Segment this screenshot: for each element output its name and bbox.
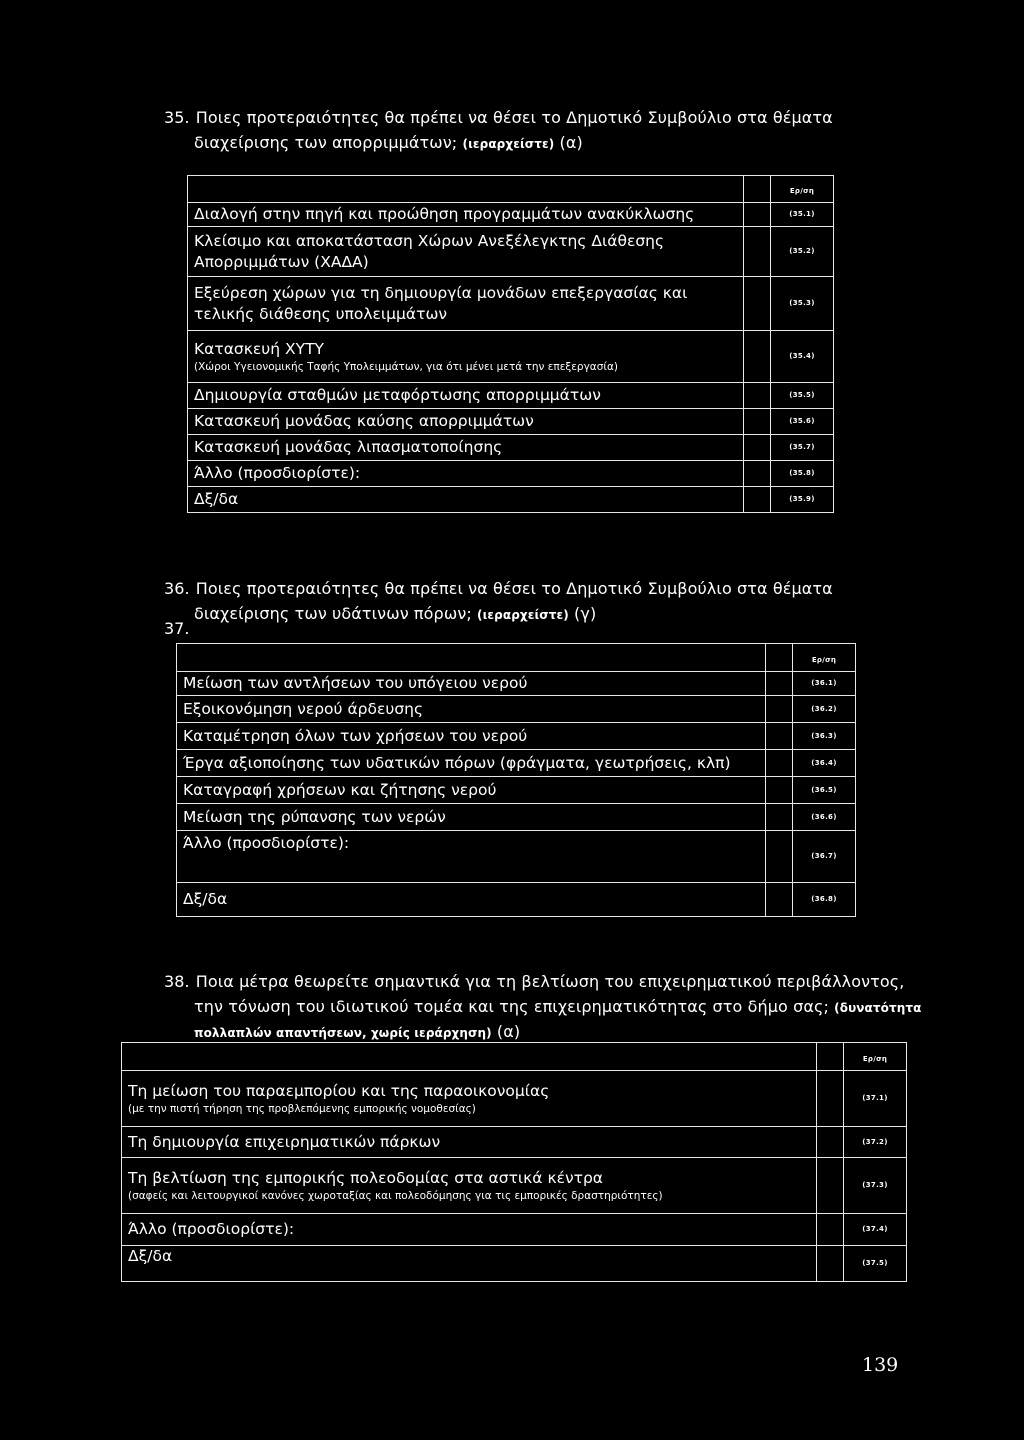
row-code: (36.6): [793, 804, 856, 831]
question-number: 35.: [164, 108, 190, 127]
row-label: Δξ/δα: [188, 487, 744, 513]
table-row: [188, 227, 834, 277]
row-label: Κατασκευή ΧΥΤΥ (Χώροι Υγειονομικής Ταφής Υπολειμμάτων, για ότι μένει μετά την επεξεργασία): [188, 331, 744, 383]
row-label: Κατασκευή μονάδας λιπασματοποίησης: [188, 435, 744, 461]
question-number: 36.: [164, 579, 190, 598]
table-row: [122, 1214, 907, 1246]
table-row: [122, 1246, 907, 1282]
question-text-line2: διαχείρισης των απορριμμάτων;: [194, 133, 458, 152]
table-header-row: [177, 644, 856, 672]
header-code: Ερ/ση: [844, 1043, 907, 1071]
row-label: Δξ/δα: [122, 1246, 817, 1282]
question-text-line2: διαχείρισης των υδάτινων πόρων;: [194, 604, 472, 623]
row-code: (36.5): [793, 777, 856, 804]
table-row: [188, 409, 834, 435]
question-35: [164, 105, 904, 130]
row-label: Τη δημιουργία επιχειρηματικών πάρκων: [122, 1127, 817, 1158]
question-37-number: 37.: [164, 619, 190, 638]
answer-box[interactable]: [766, 723, 793, 750]
row-code: (35.8): [771, 461, 834, 487]
row-code: (35.1): [771, 203, 834, 227]
question-38: [164, 969, 924, 994]
table-row: [177, 723, 856, 750]
table-row: [177, 883, 856, 917]
answer-box[interactable]: [744, 277, 771, 331]
row-note: (με την πιστή τήρηση της προβλεπόμενης εμπορικής νομοθεσίας): [128, 1102, 476, 1115]
table-row: [188, 331, 834, 383]
table-row: [177, 777, 856, 804]
row-label: Δημιουργία σταθμών μεταφόρτωσης απορριμμάτων: [188, 383, 744, 409]
answer-box[interactable]: [817, 1246, 844, 1282]
row-label: Άλλο (προσδιορίστε):: [122, 1214, 817, 1246]
row-code: (35.2): [771, 227, 834, 277]
question-text-line1: Ποια μέτρα θεωρείτε σημαντικά για τη βελτίωση του επιχειρηματικού περιβάλλοντος,: [195, 972, 905, 991]
table-row: [122, 1158, 907, 1214]
q35-table: [187, 175, 834, 513]
answer-box[interactable]: [744, 383, 771, 409]
answer-box[interactable]: [744, 435, 771, 461]
row-code: (36.1): [793, 672, 856, 696]
answer-box[interactable]: [817, 1071, 844, 1127]
question-letter: (γ): [574, 604, 597, 623]
header-code: Ερ/ση: [771, 176, 834, 203]
question-38-line2: [194, 994, 934, 1021]
answer-box[interactable]: [766, 750, 793, 777]
answer-box[interactable]: [744, 203, 771, 227]
row-code: (35.6): [771, 409, 834, 435]
table-row: [177, 696, 856, 723]
question-36: [164, 576, 904, 601]
question-instruction: (ιεραρχείστε): [462, 137, 555, 151]
question-instruction-cont: πολλαπλών απαντήσεων, χωρίς ιεράρχηση): [194, 1026, 492, 1040]
answer-box[interactable]: [766, 831, 793, 883]
question-text-line2: την τόνωση του ιδιωτικού τομέα και της επιχειρηματικότητας στο δήμο σας;: [194, 997, 829, 1016]
answer-box[interactable]: [744, 487, 771, 513]
row-label: Τη βελτίωση της εμπορικής πολεοδομίας στα αστικά κέντρα (σαφείς και λειτουργικοί κανόνες χωροταξίας και πολεοδόμησης για τις εμπορικές δραστηριότητες): [122, 1158, 817, 1214]
row-label: Καταμέτρηση όλων των χρήσεων του νερού: [177, 723, 766, 750]
row-code: (36.8): [793, 883, 856, 917]
row-label: Κλείσιμο και αποκατάσταση Χώρων Ανεξέλεγκτης Διάθεσης Απορριμμάτων (ΧΑΔΑ): [188, 227, 744, 277]
row-code: (37.5): [844, 1246, 907, 1282]
table-row: [177, 804, 856, 831]
answer-box[interactable]: [817, 1158, 844, 1214]
row-code: (35.3): [771, 277, 834, 331]
row-note: (Χώροι Υγειονομικής Ταφής Υπολειμμάτων, για ότι μένει μετά την επεξεργασία): [194, 360, 618, 373]
table-header-row: [188, 176, 834, 203]
q36-table: [176, 643, 856, 917]
question-text-line1: Ποιες προτεραιότητες θα πρέπει να θέσει το Δημοτικό Συμβούλιο στα θέματα: [195, 579, 833, 598]
row-code: (36.4): [793, 750, 856, 777]
table-row: [188, 487, 834, 513]
answer-box[interactable]: [744, 461, 771, 487]
question-instruction: (δυνατότητα: [834, 1001, 922, 1015]
page-number: 139: [862, 1354, 899, 1376]
table-row: [188, 435, 834, 461]
question-text-line1: Ποιες προτεραιότητες θα πρέπει να θέσει το Δημοτικό Συμβούλιο στα θέματα: [195, 108, 833, 127]
answer-box[interactable]: [766, 672, 793, 696]
row-label: Διαλογή στην πηγή και προώθηση προγραμμάτων ανακύκλωσης: [188, 203, 744, 227]
row-code: (37.3): [844, 1158, 907, 1214]
question-36-line2: [194, 601, 596, 628]
row-label: Εξεύρεση χώρων για τη δημιουργία μονάδων επεξεργασίας και τελικής διάθεσης υπολειμμάτων: [188, 277, 744, 331]
row-label: Κατασκευή μονάδας καύσης απορριμμάτων: [188, 409, 744, 435]
row-label: Εξοικονόμηση νερού άρδευσης: [177, 696, 766, 723]
row-code: (35.5): [771, 383, 834, 409]
question-instruction: (ιεραρχείστε): [477, 608, 569, 622]
question-letter: (α): [496, 1022, 521, 1041]
row-code: (37.4): [844, 1214, 907, 1246]
table-row: [177, 672, 856, 696]
row-label: Μείωση της ρύπανσης των νερών: [177, 804, 766, 831]
question-35-line2: [194, 130, 583, 157]
row-code: (35.9): [771, 487, 834, 513]
row-label: Καταγραφή χρήσεων και ζήτησης νερού: [177, 777, 766, 804]
row-code: (37.1): [844, 1071, 907, 1127]
question-number: 38.: [164, 972, 190, 991]
table-row: [177, 750, 856, 777]
answer-box[interactable]: [817, 1127, 844, 1158]
row-label: Άλλο (προσδιορίστε):: [177, 831, 766, 883]
answer-box[interactable]: [766, 883, 793, 917]
answer-box[interactable]: [744, 409, 771, 435]
header-code: Ερ/ση: [793, 644, 856, 672]
answer-box[interactable]: [766, 777, 793, 804]
row-code: (37.2): [844, 1127, 907, 1158]
answer-box[interactable]: [744, 331, 771, 383]
answer-box[interactable]: [766, 804, 793, 831]
answer-box[interactable]: [744, 227, 771, 277]
q38-table: [121, 1042, 907, 1282]
table-row: [122, 1127, 907, 1158]
table-row: [188, 203, 834, 227]
row-code: (36.2): [793, 696, 856, 723]
row-label: Τη μείωση του παραεμπορίου και της παραοικονομίας (με την πιστή τήρηση της προβλεπόμενης εμπορικής νομοθεσίας): [122, 1071, 817, 1127]
answer-box[interactable]: [817, 1214, 844, 1246]
row-code: (35.4): [771, 331, 834, 383]
row-code: (36.7): [793, 831, 856, 883]
question-letter: (α): [559, 133, 583, 152]
table-header-row: [122, 1043, 907, 1071]
row-label: Δξ/δα: [177, 883, 766, 917]
row-code: (36.3): [793, 723, 856, 750]
table-row: [122, 1071, 907, 1127]
row-label: Μείωση των αντλήσεων του υπόγειου νερού: [177, 672, 766, 696]
table-row: [177, 831, 856, 883]
row-label: Έργα αξιοποίησης των υδατικών πόρων (φράγματα, γεωτρήσεις, κλπ): [177, 750, 766, 777]
row-label: Άλλο (προσδιορίστε):: [188, 461, 744, 487]
answer-box[interactable]: [766, 696, 793, 723]
row-code: (35.7): [771, 435, 834, 461]
table-row: [188, 277, 834, 331]
table-row: [188, 461, 834, 487]
row-note: (σαφείς και λειτουργικοί κανόνες χωροταξίας και πολεοδόμησης για τις εμπορικές δραστηριότητες): [128, 1189, 663, 1202]
table-row: [188, 383, 834, 409]
